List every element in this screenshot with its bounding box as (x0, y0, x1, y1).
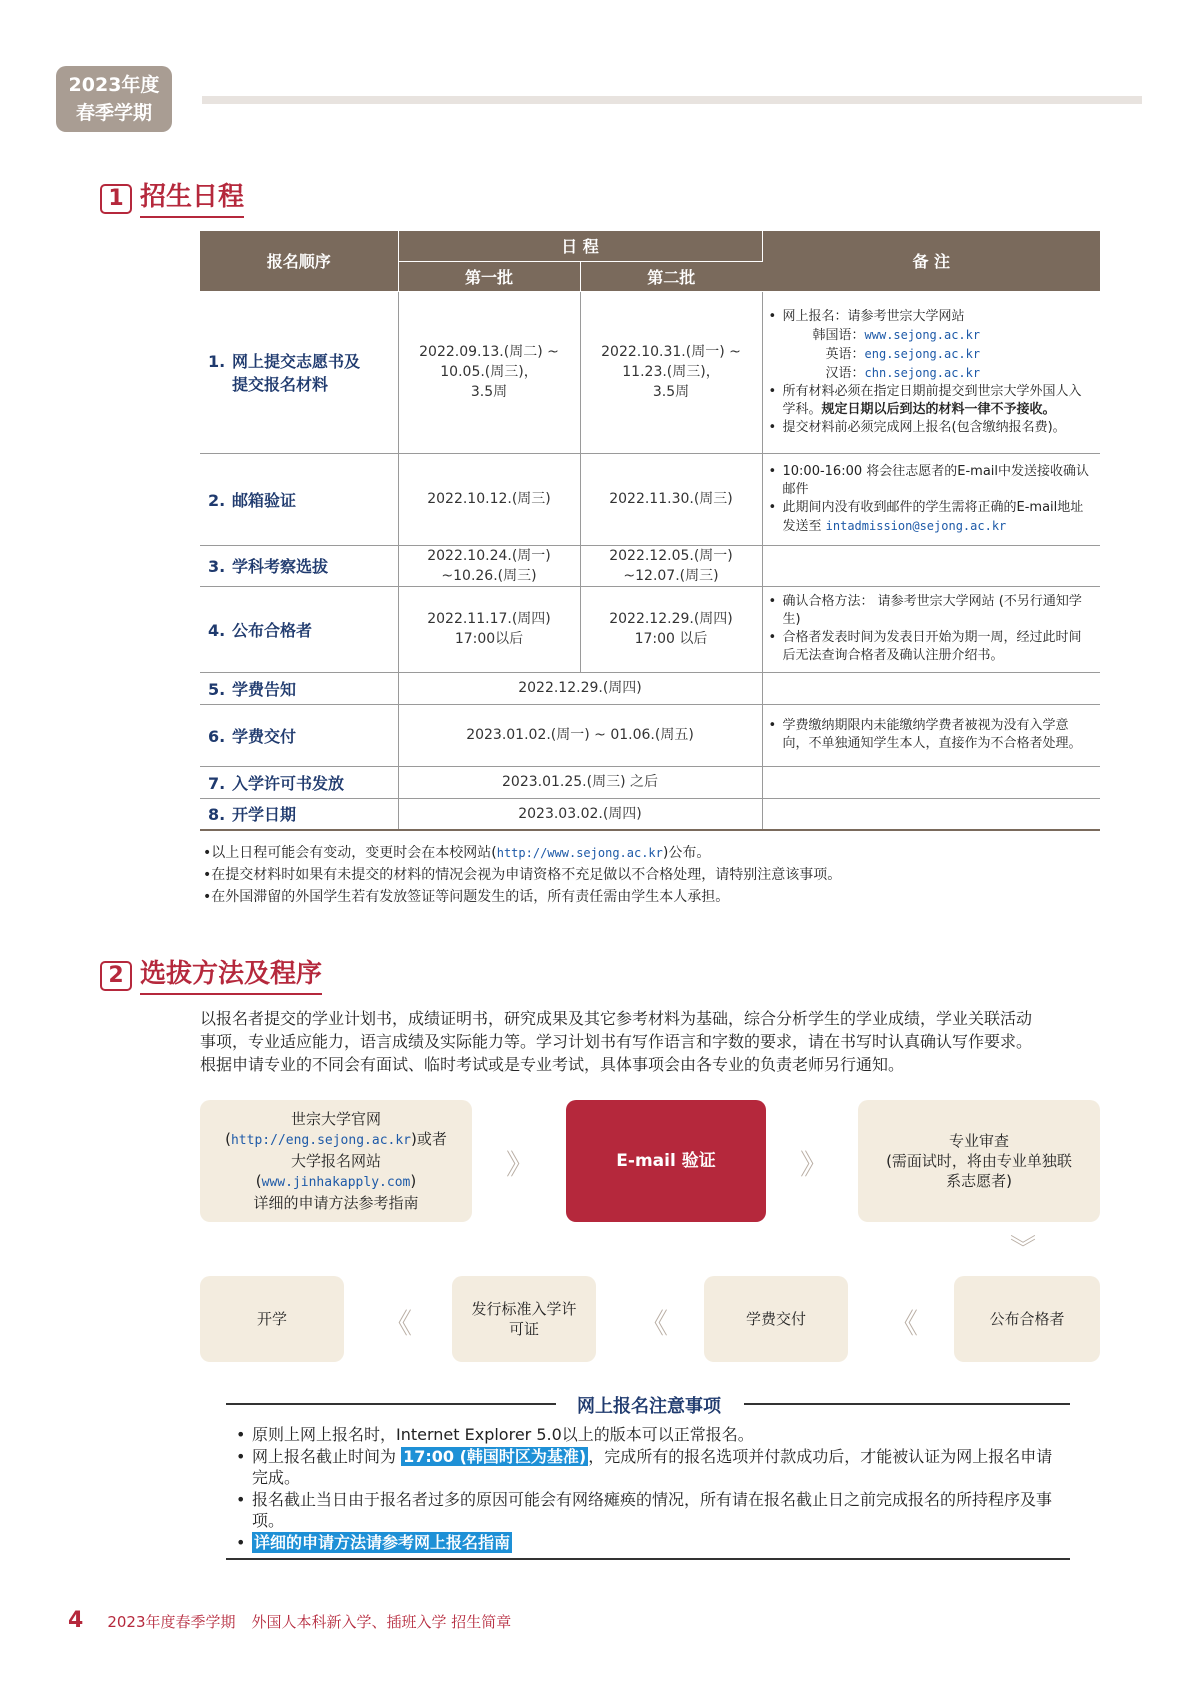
flow-text: 大学报名网站 (290, 1152, 381, 1170)
step-label: 网上提交志愿书及 (232, 352, 361, 371)
para-line: 事项，专业适应能力，语言成绩及实际能力等。学习计划书有写作语言和字数的要求，请在书写时认真确认写作要求。 (200, 1032, 1033, 1051)
bullet: • (768, 630, 777, 645)
col-schedule-header: 日 程 (398, 231, 762, 261)
arrow-left-icon: 《 (384, 1307, 407, 1340)
notice-text: 报名截止当日由于报名者过多的原因可能会有网络瘫痪的情况，所有请在报名截止日之前完成报名的所持程序及事项。 (252, 1490, 1053, 1530)
remark-label: 汉语： (825, 365, 865, 381)
arrow-right-icon: 》 (800, 1148, 823, 1181)
table-row (200, 545, 1100, 586)
step-number: 4. (208, 620, 226, 640)
bullet: • (768, 463, 777, 479)
batch1-date: 2022.10.12.(周三) (398, 453, 580, 545)
col-batch1-header: 第一批 (398, 261, 580, 291)
footer-doc-title: 外国人本科新入学、插班入学 招生简章 (251, 1613, 512, 1631)
table-row (200, 291, 1100, 453)
remark-text: 所有材料必须在指定日期前提交到世宗大学外国人入学科。 (782, 383, 1082, 417)
step-number: 7. (208, 773, 226, 793)
flow-step-announce: 公布合格者 (954, 1276, 1100, 1362)
flow-text: (需面试时，将由专业单独联 (886, 1152, 1072, 1170)
remark-text: 学费缴纳期限内未能缴纳学费者被视为没有入学意向，不单独通知学生本人，直接作为不合格者处理。 (782, 718, 1082, 751)
step-label: 公布合格者 (232, 620, 313, 640)
date-line: 3.5周 (470, 384, 508, 400)
arrow-right-icon: 》 (506, 1148, 529, 1181)
remarks-cell (762, 453, 1100, 545)
step-label: 入学许可书发放 (232, 773, 345, 793)
heading-rule (226, 1403, 556, 1405)
footnote-text: )公布。 (662, 845, 711, 861)
section1-number: 1 (100, 184, 132, 214)
batch2-date (580, 291, 762, 453)
step-cell (200, 545, 398, 586)
flow-text: 可证 (508, 1320, 539, 1338)
step-number: 2. (208, 490, 226, 510)
remarks-cell (762, 586, 1100, 672)
header-divider (202, 96, 1142, 104)
notice-heading (226, 1392, 1070, 1416)
sejong-site-link[interactable]: http://www.sejong.ac.kr (496, 846, 663, 860)
step-cell (200, 453, 398, 545)
notice-text: 原则上网上报名时，Internet Explorer 5.0以上的版本可以正常报名。 (252, 1425, 754, 1444)
section2-heading (100, 957, 322, 995)
page-number: 4 (68, 1608, 84, 1633)
date-line: 2022.09.13.(周二) ~ (419, 344, 559, 360)
col-remarks-header: 备 注 (762, 231, 1100, 291)
col-order-header: 报名顺序 (200, 231, 398, 291)
step-cell (200, 704, 398, 766)
date-line: 10.05.(周三)， (440, 364, 538, 380)
table-row (200, 453, 1100, 545)
term-badge (56, 66, 172, 132)
deadline-highlight: 17:00 (韩国时区为基准) (403, 1447, 587, 1466)
step-label: 开学日期 (232, 805, 297, 825)
footnote: •在提交材料时如果有未提交的材料的情况会视为申请资格不充足做以不合格处理，请特别注意该事项。 (203, 867, 842, 883)
step-number: 8. (208, 805, 226, 825)
arrow-down-icon: ︾ (1010, 1234, 1037, 1264)
combined-date: 2023.01.25.(周三) 之后 (398, 766, 762, 798)
date-line: 17:00 以后 (634, 631, 708, 647)
notice-list (236, 1424, 1066, 1554)
arrow-left-icon: 《 (890, 1307, 913, 1340)
combined-date: 2023.01.02.(周一) ~ 01.06.(周五) (398, 704, 762, 766)
bullet: • (768, 499, 777, 515)
date-line: ~12.07.(周三) (623, 567, 719, 584)
step-cell (200, 672, 398, 704)
step-number: 1. (208, 352, 226, 371)
remarks-cell (762, 704, 1100, 766)
batch1-date (398, 586, 580, 672)
step-cell (200, 798, 398, 830)
step-label: 学科考察选拔 (232, 557, 329, 576)
step-number: 5. (208, 679, 226, 699)
remark-text: 合格者发表时间为发表日开始为期一周，经过此时间后无法查询合格者及确认注册介绍书。 (782, 630, 1082, 663)
para-line: 以报名者提交的学业计划书，成绩证明书，研究成果及其它参考材料为基础，综合分析学生的学业成绩，学业关联活动 (200, 1009, 1033, 1028)
schedule-table (200, 231, 1100, 831)
section2-title: 选拔方法及程序 (140, 957, 322, 995)
table-row (200, 672, 1100, 704)
footnote: •在外国滞留的外国学生若有发放签证等问题发生的话，所有责任需由学生本人承担。 (203, 889, 730, 905)
remark-text: 10:00-16:00 将会往志愿者的E-mail中发送接收确认邮件 (782, 463, 1090, 497)
date-line: 2022.12.05.(周一) (609, 547, 733, 564)
flow-step-tuition: 学费交付 (704, 1276, 848, 1362)
step-number: 6. (208, 726, 226, 746)
bullet: • (236, 1425, 246, 1444)
flow-step-apply: 世宗大学官网 (http://eng.sejong.ac.kr)或者 大学报名网站 (www.jinhakapply.com) 详细的申请方法参考指南 (200, 1100, 472, 1222)
flow-text: 发行标准入学许 (471, 1300, 577, 1318)
remarks-cell (762, 545, 1100, 586)
remarks-cell (762, 672, 1100, 704)
term-badge-line2: 春季学期 (75, 102, 152, 124)
date-line: 2022.10.24.(周一) (427, 547, 551, 564)
bullet: • (768, 594, 777, 609)
date-line: ~10.26.(周三) (441, 567, 537, 584)
schedule-footnotes (203, 842, 841, 908)
jinhakapply-link[interactable]: www.jinhakapply.com (261, 1175, 411, 1190)
remarks-cell (762, 766, 1100, 798)
flow-step-semester-start: 开学 (200, 1276, 344, 1362)
table-row (200, 766, 1100, 798)
step-label-line2: 提交报名材料 (232, 375, 329, 394)
batch1-date (398, 545, 580, 586)
remark-text-bold: 规定日期以后到达的材料一律不予接收。 (821, 401, 1056, 417)
page-footer (68, 1608, 511, 1633)
remark-text: 提交材料前必须完成网上报名(包含缴纳报名费)。 (782, 419, 1066, 435)
step-number: 3. (208, 557, 226, 576)
bullet: • (768, 383, 777, 399)
bullet: • (768, 718, 777, 733)
combined-date: 2023.03.02.(周四) (398, 798, 762, 830)
bullet: • (768, 308, 777, 324)
batch2-date (580, 545, 762, 586)
flow-text: 专业审查 (948, 1132, 1009, 1150)
bullet: • (768, 419, 777, 435)
bullet: • (236, 1447, 246, 1466)
term-badge-line1: 2023年度 (68, 74, 160, 96)
guide-highlight: 详细的申请方法请参考网上报名指南 (254, 1533, 511, 1552)
list-item (236, 1446, 1066, 1488)
section1-title: 招生日程 (140, 180, 244, 218)
list-item (236, 1424, 1066, 1445)
para-line: 根据申请专业的不同会有面试、临时考试或是专业考试，具体事项会由各专业的负责老师另行通知。 (200, 1055, 905, 1074)
heading-rule (744, 1403, 1070, 1405)
remark-text: 此期间内没有收到邮件的学生需将正确的E-mail地址发送至 (782, 499, 1084, 534)
remark-label: 英语： (825, 346, 865, 362)
step-cell (200, 291, 398, 453)
list-item (236, 1532, 1066, 1553)
date-line: 3.5周 (652, 384, 690, 400)
arrow-left-icon: 《 (640, 1307, 663, 1340)
date-line: 17:00以后 (454, 631, 524, 647)
step-label: 学费交付 (232, 726, 297, 746)
flow-step-admission-letter (452, 1276, 596, 1362)
chinese-site-link[interactable]: chn.sejong.ac.kr (864, 365, 981, 380)
notice-bottom-rule (226, 1558, 1070, 1560)
footnote-text: •以上日程可能会有变动，变更时会在本校网站( (203, 845, 497, 861)
step-cell (200, 766, 398, 798)
batch2-date: 2022.11.30.(周三) (580, 453, 762, 545)
date-line: 2022.10.31.(周一) ~ (601, 344, 741, 360)
step-label: 学费告知 (232, 679, 297, 699)
eng-sejong-link[interactable]: http://eng.sejong.ac.kr (230, 1133, 411, 1148)
table-row (200, 586, 1100, 672)
combined-date: 2022.12.29.(周四) (398, 672, 762, 704)
flow-text: 世宗大学官网 (290, 1110, 381, 1128)
batch2-date (580, 586, 762, 672)
table-row (200, 798, 1100, 830)
remarks-cell (762, 291, 1100, 453)
batch1-date (398, 291, 580, 453)
step-label: 邮箱验证 (232, 490, 297, 510)
notice-text: 网上报名截止时间为 (252, 1447, 402, 1466)
date-line: 2022.12.29.(周四) (609, 611, 733, 627)
english-site-link[interactable]: eng.sejong.ac.kr (864, 346, 981, 361)
remark-label: 韩国语： (812, 327, 865, 343)
flow-step-email-verify: E-mail 验证 (566, 1100, 766, 1222)
remark-text: 确认合格方法： 请参考世宗大学网站 (不另行通知学生) (782, 594, 1082, 627)
bullet: • (236, 1490, 246, 1509)
bullet: • (236, 1533, 246, 1552)
notice-title: 网上报名注意事项 (577, 1396, 721, 1417)
flow-text: 系志愿者) (946, 1172, 1012, 1190)
admission-email-link[interactable]: intadmission@sejong.ac.kr (825, 518, 1007, 533)
remark-text: 网上报名：请参考世宗大学网站 (782, 308, 965, 324)
flow-text: 或者 (416, 1130, 447, 1148)
step-cell (200, 586, 398, 672)
table-row (200, 704, 1100, 766)
korean-site-link[interactable]: www.sejong.ac.kr (864, 327, 981, 342)
date-line: 11.23.(周三)， (622, 364, 720, 380)
list-item (236, 1489, 1066, 1531)
section2-number: 2 (100, 961, 132, 991)
date-line: 2022.11.17.(周四) (427, 611, 551, 627)
table-header-row (200, 231, 1100, 261)
col-batch2-header: 第二批 (580, 261, 762, 291)
remarks-cell (762, 798, 1100, 830)
notice-text: ，完成所有的报名选项并付款成功后，才能被认证为网上报名申请完成。 (252, 1447, 1053, 1487)
section1-heading (100, 180, 244, 218)
footer-term: 2023年度春季学期 (107, 1613, 236, 1631)
flow-text: 详细的申请方法参考指南 (253, 1194, 419, 1212)
footnote (203, 842, 841, 864)
flow-step-major-review (858, 1100, 1100, 1222)
selection-description (200, 1007, 1100, 1076)
